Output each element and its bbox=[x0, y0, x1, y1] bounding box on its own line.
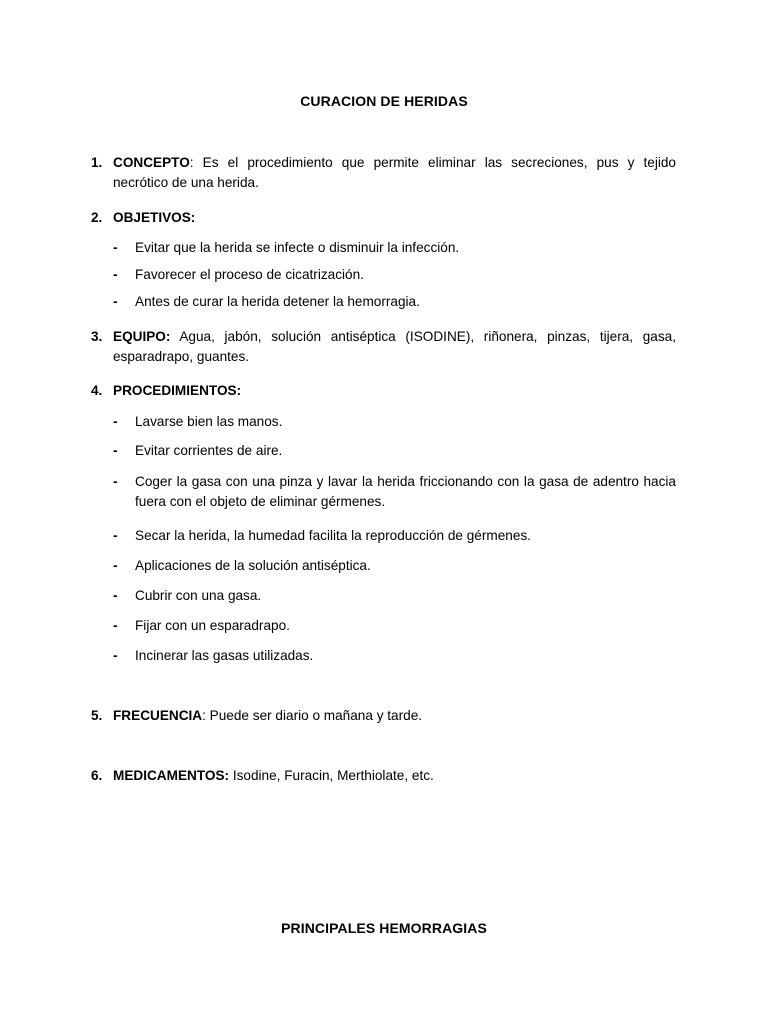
list-item-text: Favorecer el proceso de cicatrización. bbox=[135, 267, 364, 282]
list-item-procedimiento bbox=[113, 441, 676, 461]
bullet-dash: - bbox=[113, 528, 118, 543]
section-separator: : bbox=[202, 708, 206, 723]
section-objetivos bbox=[91, 208, 676, 228]
list-item-procedimiento bbox=[113, 616, 676, 636]
section-label: EQUIPO: bbox=[113, 329, 171, 344]
section-separator: : bbox=[189, 155, 194, 170]
section-text: Agua, jabón, solución antiséptica (ISODINE), riñonera, pinzas, tijera, gasa, esparadrapo, guantes. bbox=[113, 329, 676, 364]
list-item-text: Secar la herida, la humedad facilita la reproducción de gérmenes. bbox=[135, 528, 531, 543]
list-item-procedimiento bbox=[113, 526, 676, 546]
section-text: Puede ser diario o mañana y tarde. bbox=[205, 708, 423, 723]
list-item-procedimiento bbox=[113, 472, 676, 512]
section-number: 3. bbox=[91, 329, 103, 344]
list-item-objetivo bbox=[113, 292, 676, 312]
list-item-text: Incinerar las gasas utilizadas. bbox=[135, 648, 314, 663]
section-concepto bbox=[91, 153, 676, 193]
section-frecuencia bbox=[91, 706, 676, 726]
list-item-text: Antes de curar la herida detener la hemorragia. bbox=[135, 294, 420, 309]
list-item-procedimiento bbox=[113, 646, 676, 666]
section-text: Isodine, Furacin, Merthiolate, etc. bbox=[229, 768, 434, 783]
list-item-text: Lavarse bien las manos. bbox=[135, 414, 283, 429]
list-item-procedimiento bbox=[113, 556, 676, 576]
section-label: FRECUENCIA bbox=[113, 708, 203, 723]
list-item-text: Aplicaciones de la solución antiséptica. bbox=[135, 558, 371, 573]
section-text: Es el procedimiento que permite eliminar las secreciones, pus y tejido necrótico de una herida. bbox=[113, 155, 676, 190]
section-label: CONCEPTO bbox=[113, 155, 190, 170]
list-item-text: Cubrir con una gasa. bbox=[135, 588, 262, 603]
list-item-text: Evitar corrientes de aire. bbox=[135, 443, 283, 458]
bullet-dash: - bbox=[113, 618, 118, 633]
section-number: 4. bbox=[91, 383, 103, 398]
page-title: CURACION DE HERIDAS bbox=[300, 93, 468, 109]
list-item-text: Evitar que la herida se infecte o disminuir la infección. bbox=[135, 240, 460, 255]
list-item-procedimiento bbox=[113, 586, 676, 606]
section-number: 2. bbox=[91, 210, 103, 225]
bullet-dash: - bbox=[113, 414, 118, 429]
bullet-dash: - bbox=[113, 240, 118, 255]
list-item-procedimiento bbox=[113, 412, 676, 432]
bullet-dash: - bbox=[113, 648, 118, 663]
bullet-dash: - bbox=[113, 294, 118, 309]
list-item-text: Coger la gasa con una pinza y lavar la herida friccionando con la gasa de adentro hacia fuera con el objeto de eliminar gérmenes. bbox=[135, 474, 676, 509]
bullet-dash: - bbox=[113, 443, 118, 458]
section-number: 5. bbox=[91, 708, 103, 723]
section-label: OBJETIVOS: bbox=[113, 210, 196, 225]
list-item-objetivo bbox=[113, 265, 676, 285]
list-item-objetivo bbox=[113, 238, 676, 258]
bullet-dash: - bbox=[113, 588, 118, 603]
section-label: MEDICAMENTOS: bbox=[113, 768, 230, 783]
section-equipo bbox=[91, 327, 676, 367]
bullet-dash: - bbox=[113, 267, 118, 282]
bullet-dash: - bbox=[113, 558, 118, 573]
list-item-text: Fijar con un esparadrapo. bbox=[135, 618, 290, 633]
section-medicamentos bbox=[91, 766, 676, 786]
bullet-dash: - bbox=[113, 474, 118, 489]
section-procedimientos bbox=[91, 381, 676, 401]
section-label: PROCEDIMIENTOS: bbox=[113, 383, 242, 398]
section-title-hemorragias: PRINCIPALES HEMORRAGIAS bbox=[281, 920, 487, 936]
section-number: 6. bbox=[91, 768, 103, 783]
section-number: 1. bbox=[91, 155, 103, 170]
